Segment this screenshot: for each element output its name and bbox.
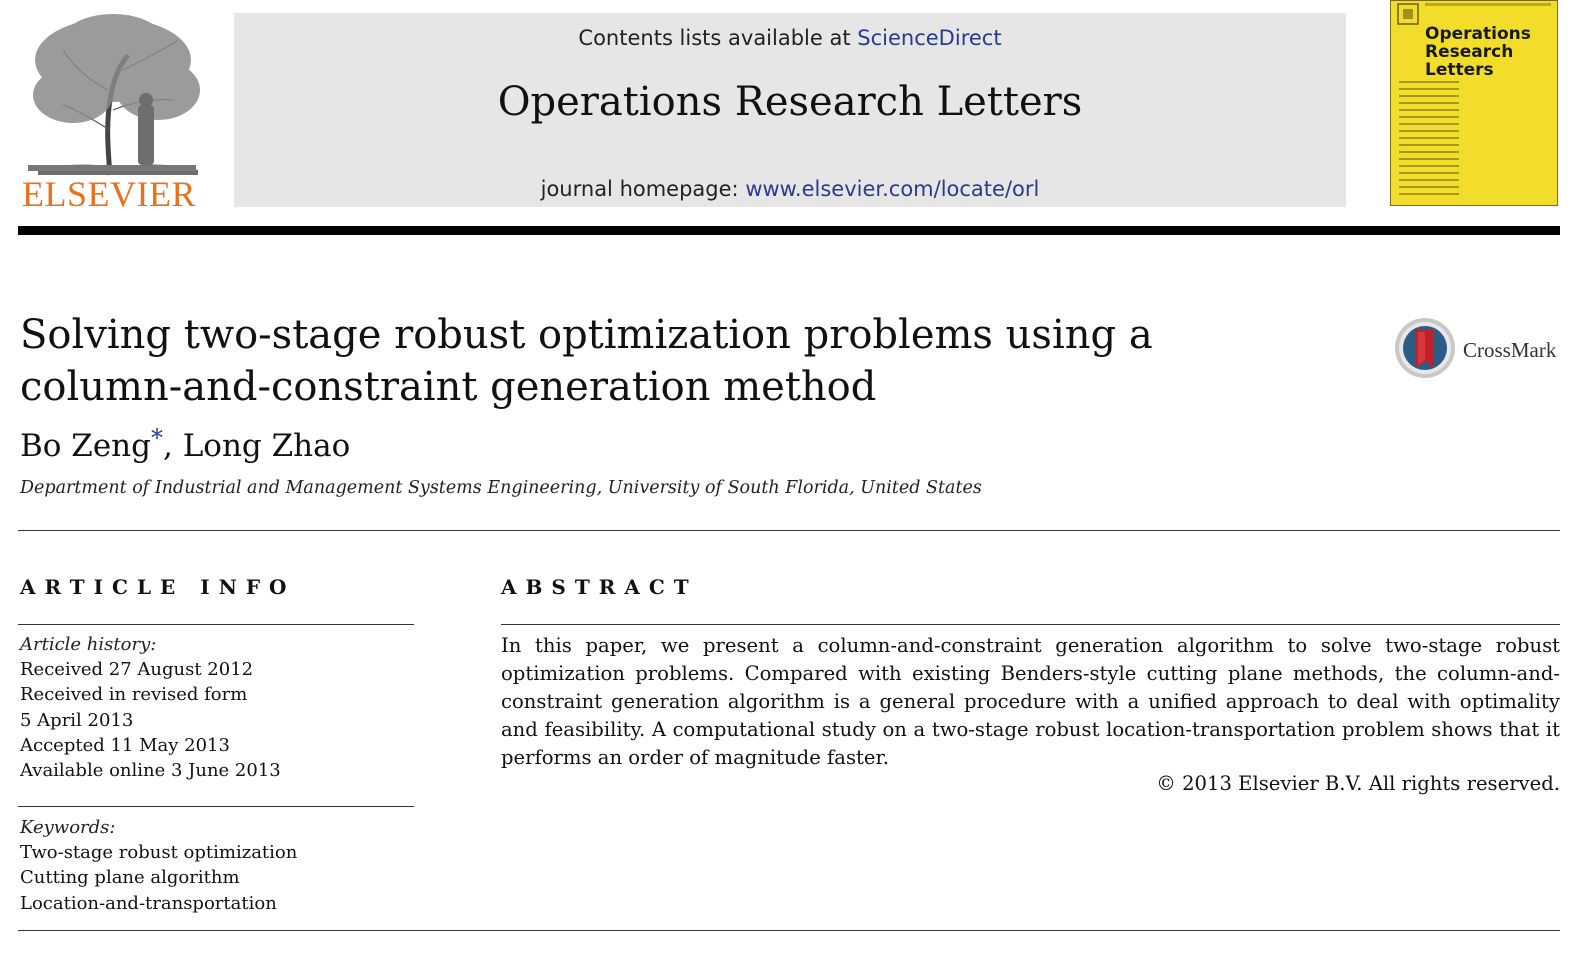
keywords-label: Keywords: xyxy=(20,817,116,838)
journal-name: Operations Research Letters xyxy=(497,79,1083,125)
author-name[interactable]: Bo Zeng xyxy=(20,428,151,464)
history-entry: Accepted 11 May 2013 xyxy=(20,734,230,756)
header-rule xyxy=(18,226,1560,235)
cover-contents-lines xyxy=(1399,81,1459,200)
abstract-text: In this paper, we present a column-and-constraint generation algorithm to solve two-stage robust optimization problems. Compared with existing Benders-style cutting plane methods, the column-and-constraint generation algorithm is a general procedure with a unified approach to deal with optimality and feasibility. A computational study on a two-stage robust location-transportation problem shows that it performs an order of magnitude faster. xyxy=(501,634,1560,769)
abstract-rule xyxy=(501,624,1560,625)
crossmark-label[interactable]: CrossMark xyxy=(1463,338,1557,362)
cover-title-line: Letters xyxy=(1425,60,1494,80)
homepage-line xyxy=(234,177,1346,201)
homepage-prefix: journal homepage: xyxy=(540,177,739,201)
contents-prefix: Contents lists available at xyxy=(578,26,851,50)
title-line-1: Solving two-stage robust optimization problems using a xyxy=(20,312,1153,358)
cover-title xyxy=(1425,25,1531,79)
history-entry: Received in revised form xyxy=(20,684,248,706)
author-name[interactable]: Long Zhao xyxy=(182,428,351,464)
keyword: Cutting plane algorithm xyxy=(20,867,240,889)
article-history xyxy=(20,632,281,783)
keyword: Location-and-transportation xyxy=(20,892,277,914)
history-entry: Received 27 August 2012 xyxy=(20,659,254,681)
footer-rule xyxy=(18,930,1560,931)
keywords-rule xyxy=(18,806,414,807)
cover-title-line: Research xyxy=(1425,42,1514,62)
journal-banner xyxy=(234,13,1346,207)
copyright-notice: © 2013 Elsevier B.V. All rights reserved. xyxy=(1156,772,1560,795)
article-info-heading: ARTICLE INFO xyxy=(20,575,296,599)
paper-title xyxy=(20,309,1220,413)
author-list xyxy=(20,424,351,464)
title-line-2: column-and-constraint generation method xyxy=(20,364,877,410)
keywords-block xyxy=(20,815,297,916)
cover-emblem-icon xyxy=(1397,3,1419,25)
keyword: Two-stage robust optimization xyxy=(20,842,298,864)
contents-line xyxy=(234,26,1346,50)
abstract-heading: ABSTRACT xyxy=(501,575,698,599)
sciencedirect-link[interactable]: ScienceDirect xyxy=(857,26,1002,50)
corresponding-author-mark[interactable]: * xyxy=(151,424,163,452)
history-label: Article history: xyxy=(20,634,157,655)
author-affiliation: Department of Industrial and Management Systems Engineering, University of South Florida, United States xyxy=(20,478,982,498)
journal-cover-thumbnail xyxy=(1390,0,1558,206)
history-entry: Available online 3 June 2013 xyxy=(20,760,281,782)
section-divider xyxy=(18,530,1560,531)
homepage-link[interactable]: www.elsevier.com/locate/orl xyxy=(745,177,1040,201)
article-info-rule xyxy=(18,624,414,625)
author-separator: , xyxy=(163,428,183,464)
elsevier-wordmark: ELSEVIER xyxy=(22,174,196,214)
cover-title-line: Operations xyxy=(1425,24,1531,44)
history-entry: 5 April 2013 xyxy=(20,709,134,731)
